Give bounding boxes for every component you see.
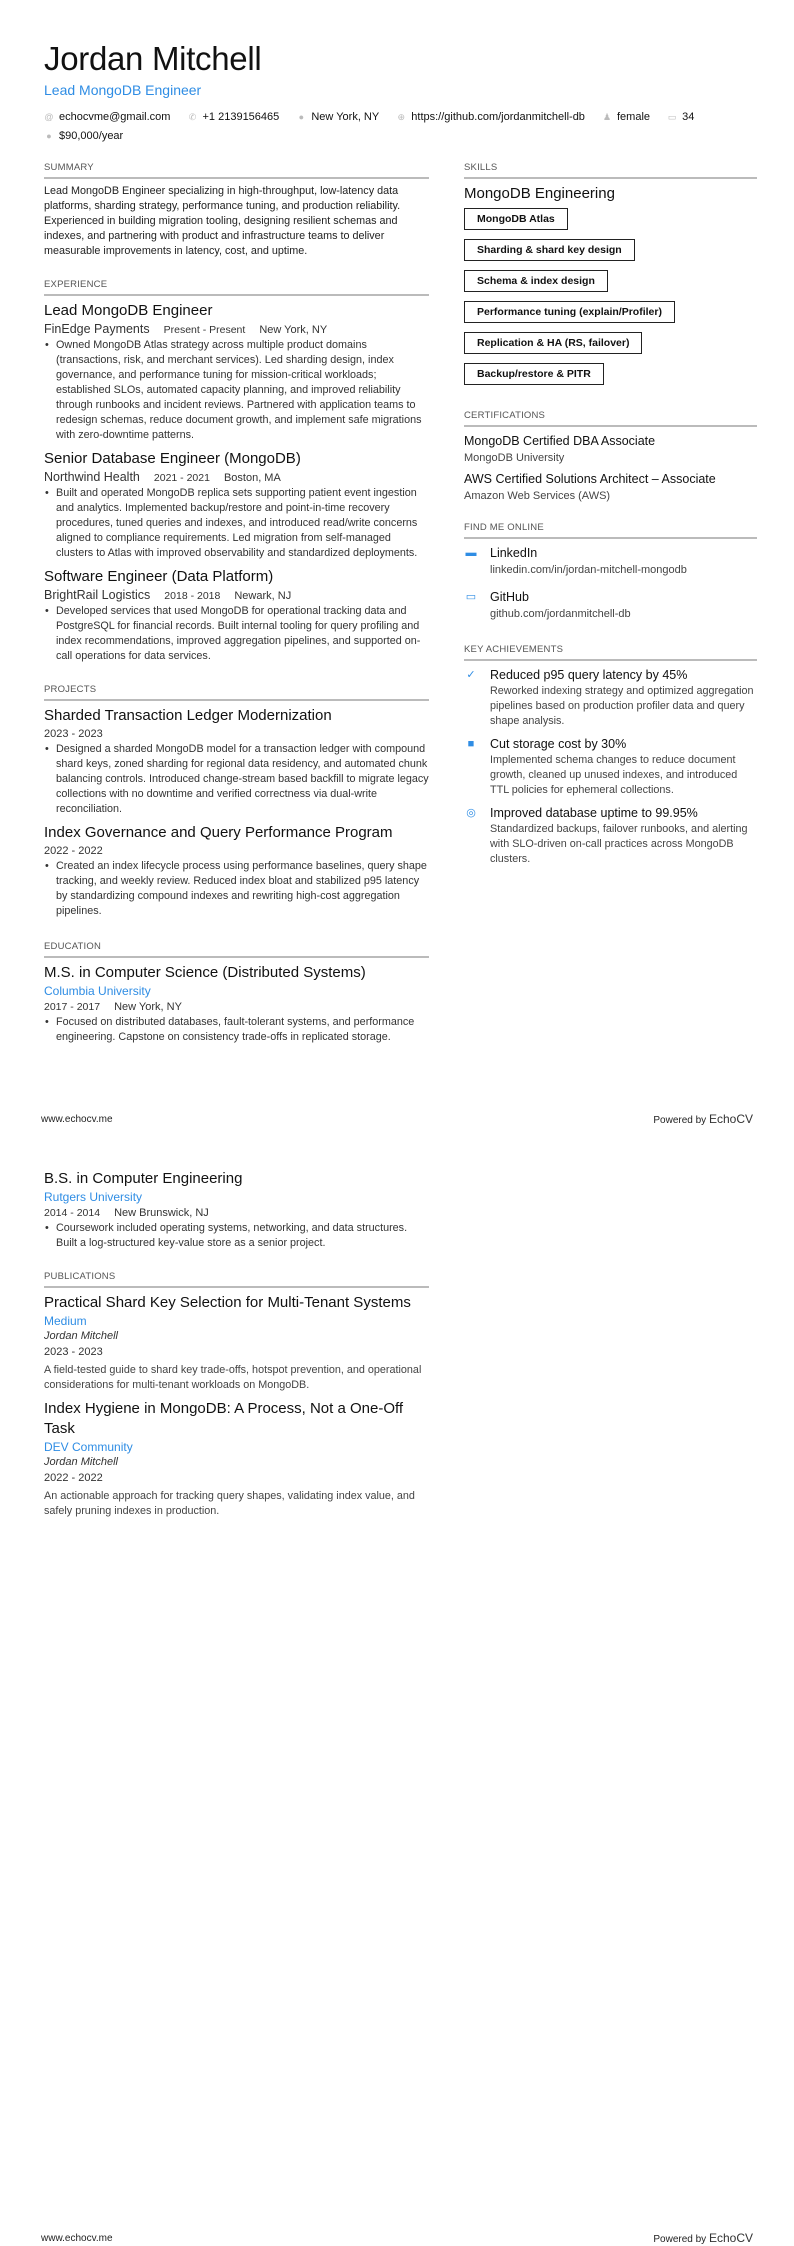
dates: 2022 - 2022 (44, 845, 103, 857)
section-heading: CERTIFICATIONS (464, 410, 757, 427)
dates: 2017 - 2017 (44, 1001, 101, 1013)
left-column (44, 162, 429, 1059)
projects-section (44, 684, 429, 919)
education-item (44, 1169, 429, 1251)
github-icon: ▭ (465, 591, 477, 603)
job-title: Software Engineer (Data Platform) (44, 568, 274, 585)
skill-chip: Backup/restore & PITR (464, 363, 604, 385)
location: Boston, MA (223, 472, 281, 484)
publication-item (44, 1399, 429, 1519)
page-2 (0, 1123, 794, 2246)
globe-icon: ⊕ (397, 112, 406, 122)
contact-age: ▭ 34 (667, 108, 694, 127)
experience-section (44, 279, 429, 664)
skill-chip: Schema & index design (464, 270, 608, 292)
bullet: • Created an index lifecycle process using performance baselines, query shape tracking, and weekly review. Reduced index bloat and stabilized p95 latency by standardizing compound indexes and rewriting high-cost aggregation pipelines. (44, 859, 429, 919)
section-heading: FIND ME ONLINE (464, 522, 757, 539)
dates: 2022 - 2022 (44, 1472, 103, 1484)
online-section (464, 522, 757, 626)
skill-chip: MongoDB Atlas (464, 208, 568, 230)
bullet: • Coursework included operating systems, networking, and data structures. Built a log-structured key-value store as a senior project. (44, 1221, 429, 1251)
degree: M.S. in Computer Science (Distributed Systems) (44, 964, 366, 981)
location: New Brunswick, NJ (114, 1207, 209, 1219)
certifications-section (464, 410, 757, 504)
at-icon: @ (44, 112, 54, 122)
online-link-github[interactable]: ▭ GitHub github.com/jordanmitchell-db (464, 588, 757, 626)
candidate-name: Jordan Mitchell (44, 40, 262, 77)
cert-issuer: Amazon Web Services (AWS) (464, 490, 611, 502)
author: Jordan Mitchell (44, 1330, 118, 1342)
publication-title: Practical Shard Key Selection for Multi-Tenant Systems (44, 1294, 411, 1311)
bullet: • Built and operated MongoDB replica sets supporting patient event ingestion and analytics. Implemented backup/restore and point-in-time recovery procedures, tuned queries and indexes, and introduced read/write concerns aligned to compliance requirements. Led migration from self-managed clusters to Atlas with improved observability and standardized deployments. (44, 486, 429, 561)
education-section-continued (44, 1169, 429, 1251)
publisher-link[interactable]: DEV Community (44, 1440, 133, 1454)
bullet: • Owned MongoDB Atlas strategy across multiple product domains (transactions, risk, and merchant services). Led sharding design, index governance, and performance tuning for mission-critical workloads; established SLOs, automated capacity planning, and improved reliability through runbooks and incident reviews. Partnered with application teams to redesign schemas, reduce document growth, and implement safe migrations with zero-downtime patterns. (44, 338, 429, 443)
bullet: • Focused on distributed databases, fault-tolerant systems, and performance engineering. Capstone on consistency trade-offs in replicated storage. (44, 1015, 429, 1045)
cert-name: MongoDB Certified DBA Associate (464, 434, 656, 448)
skill-chip: Replication & HA (RS, failover) (464, 332, 642, 354)
project-title: Index Governance and Query Performance Program (44, 824, 393, 841)
skill-group: MongoDB Engineering (464, 185, 615, 202)
location: New York, NY (114, 1001, 182, 1013)
school-link[interactable]: Rutgers University (44, 1190, 143, 1204)
cert-issuer: MongoDB University (464, 452, 565, 464)
company: FinEdge Payments (44, 322, 150, 336)
experience-item (44, 449, 429, 561)
section-heading: KEY ACHIEVEMENTS (464, 644, 757, 661)
footer-powered: Powered by EchoCV (653, 2231, 753, 2245)
achievement-item: ✓ Reduced p95 query latency by 45% Reworked indexing strategy and optimized aggregation pipelines based on production profiler data and query shape analysis. (464, 666, 757, 729)
publication-desc: An actionable approach for tracking query shapes, validating index value, and safely pruning indexes in production. (44, 1490, 415, 1517)
dates: Present - Present (163, 324, 246, 336)
project-item (44, 823, 429, 919)
contact-phone[interactable]: ✆ +1 2139156465 (188, 108, 280, 127)
school-link[interactable]: Columbia University (44, 984, 151, 998)
dates: 2014 - 2014 (44, 1207, 101, 1219)
location: New York, NY (259, 324, 328, 336)
dates: 2018 - 2018 (164, 590, 221, 602)
footer-site[interactable]: www.echocv.me (41, 1114, 113, 1125)
skill-chip: Performance tuning (explain/Profiler) (464, 301, 675, 323)
summary-text: Lead MongoDB Engineer specializing in high-throughput, low-latency data platforms, sharding strategy, performance tuning, and production reliability. Experienced in building migration tooling, designing resilient schemas and indexes, and partnering with product and infrastructure teams to deliver measurable improvements in latency, cost, and uptime. (44, 185, 401, 257)
achievement-item: ■ Cut storage cost by 30% Implemented schema changes to reduce document growth, cleaned up unused indexes, and introduced TTL policies for ephemeral collections. (464, 735, 757, 798)
location: Newark, NJ (234, 590, 292, 602)
achievement-item: ◎ Improved database uptime to 99.95% Standardized backups, failover runbooks, and alerting with SLO-driven on-call practices across MongoDB clusters. (464, 804, 757, 867)
education-item (44, 963, 429, 1045)
skills-section (464, 162, 757, 394)
publication-desc: A field-tested guide to shard key trade-offs, hotspot prevention, and operational considerations for multi-tenant workloads on MongoDB. (44, 1364, 422, 1391)
publication-title: Index Hygiene in MongoDB: A Process, Not a One-Off Task (44, 1400, 404, 1437)
calendar-icon: ▭ (667, 112, 677, 122)
section-heading: EXPERIENCE (44, 279, 429, 296)
contact-gender: ♟ female (602, 108, 650, 127)
contact-website[interactable]: ⊕ https://github.com/jordanmitchell-db (396, 108, 585, 127)
check-icon: ✓ (466, 669, 476, 681)
section-heading: SUMMARY (44, 162, 429, 179)
section-heading: PUBLICATIONS (44, 1271, 429, 1288)
online-link-linkedin[interactable]: ▬ LinkedIn linkedin.com/in/jordan-mitchell-mongodb (464, 544, 757, 582)
contact-list (44, 108, 744, 146)
right-column (464, 162, 757, 881)
brand-logo: EchoCV (708, 1112, 753, 1126)
section-heading: EDUCATION (44, 941, 429, 958)
publications-section (44, 1271, 429, 1519)
bullet: • Designed a sharded MongoDB model for a transaction ledger with compound shard keys, zoned sharding for regional data residency, and automated chunk balancing controls. Introduced change-stream based backfill to migrate legacy collections with no downtime and verified correctness via dual-write reconciliation. (44, 742, 429, 817)
author: Jordan Mitchell (44, 1456, 118, 1468)
job-title: Lead MongoDB Engineer (44, 302, 213, 319)
dates: 2023 - 2023 (44, 728, 103, 740)
contact-location: ● New York, NY (296, 108, 379, 127)
project-title: Sharded Transaction Ledger Modernization (44, 707, 332, 724)
cert-name: AWS Certified Solutions Architect – Associate (464, 472, 716, 486)
phone-icon: ✆ (188, 112, 197, 122)
linkedin-icon: ▬ (465, 547, 477, 559)
dates: 2023 - 2023 (44, 1346, 103, 1358)
section-heading: PROJECTS (44, 684, 429, 701)
experience-item (44, 301, 429, 443)
money-icon: ● (46, 131, 52, 141)
publication-item (44, 1293, 429, 1393)
footer-site[interactable]: www.echocv.me (41, 2233, 113, 2244)
section-heading: SKILLS (464, 162, 757, 179)
candidate-title: Lead MongoDB Engineer (44, 82, 202, 98)
publisher-link[interactable]: Medium (44, 1314, 87, 1328)
skill-chip: Sharding & shard key design (464, 239, 635, 261)
contact-salary: ● $90,000/year (44, 127, 123, 146)
achievements-section (464, 644, 757, 867)
summary-section (44, 162, 429, 259)
bullet: • Developed services that used MongoDB for operational tracking data and PostgreSQL for financial records. Built internal tooling for query profiling and index recommendations, improved aggregation pipelines, and supported on-call operations for data services. (44, 604, 429, 664)
company: BrightRail Logistics (44, 588, 151, 602)
document-icon: ■ (467, 738, 475, 750)
location-icon: ● (298, 112, 305, 122)
company: Northwind Health (44, 470, 140, 484)
project-item (44, 706, 429, 817)
education-section (44, 941, 429, 1045)
left-column (44, 1169, 429, 1533)
degree: B.S. in Computer Engineering (44, 1170, 243, 1187)
job-title: Senior Database Engineer (MongoDB) (44, 450, 301, 467)
brand-logo: EchoCV (708, 2231, 753, 2245)
target-icon: ◎ (466, 807, 476, 819)
dates: 2021 - 2021 (153, 472, 210, 484)
contact-email[interactable]: @ echocvme@gmail.com (44, 108, 170, 127)
experience-item (44, 567, 429, 664)
person-icon: ♟ (602, 112, 612, 122)
footer-powered: Powered by EchoCV (653, 1112, 753, 1126)
